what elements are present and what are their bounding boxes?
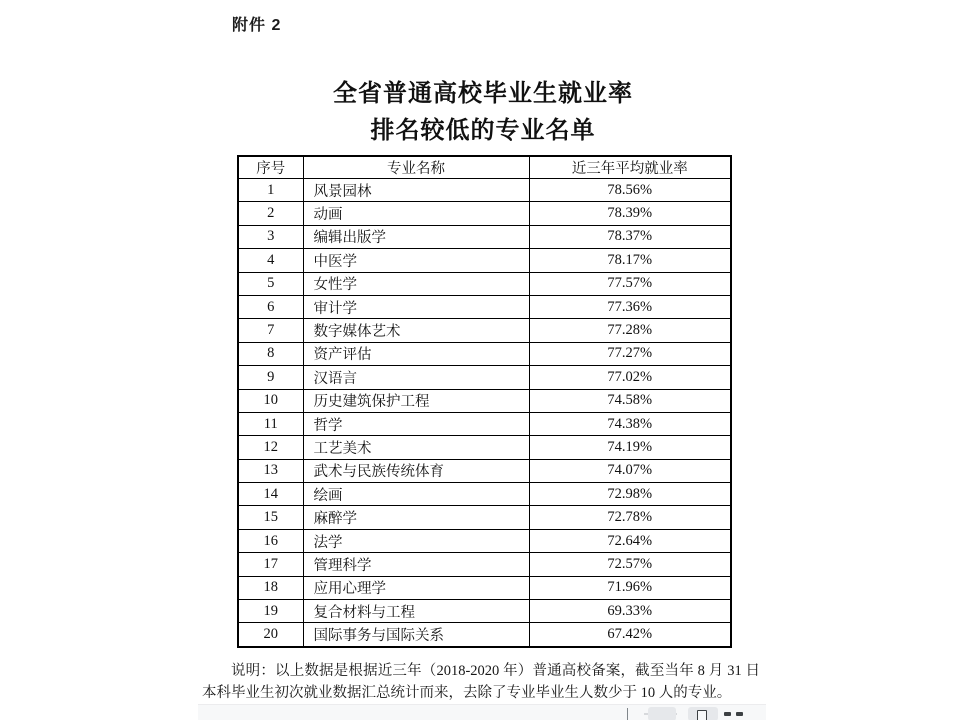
employment-rate-cell: 78.56% bbox=[529, 179, 731, 202]
table-row bbox=[238, 179, 731, 202]
table-row bbox=[238, 576, 731, 599]
table-row bbox=[238, 459, 731, 482]
header-employment-rate: 近三年平均就业率 bbox=[529, 156, 731, 179]
major-name-cell: 工艺美术 bbox=[303, 436, 529, 459]
major-name-cell: 哲学 bbox=[303, 412, 529, 435]
table-row bbox=[238, 319, 731, 342]
major-name-cell: 法学 bbox=[303, 529, 529, 552]
row-number-cell: 16 bbox=[238, 529, 303, 552]
row-number-cell: 6 bbox=[238, 295, 303, 318]
employment-rate-cell: 72.57% bbox=[529, 553, 731, 576]
table-row bbox=[238, 295, 731, 318]
employment-rate-cell: 72.78% bbox=[529, 506, 731, 529]
employment-rate-cell: 74.38% bbox=[529, 412, 731, 435]
viewer-toolbar-fragment bbox=[198, 704, 766, 720]
major-name-cell: 编辑出版学 bbox=[303, 225, 529, 248]
table-row bbox=[238, 436, 731, 459]
row-number-cell: 11 bbox=[238, 412, 303, 435]
employment-rate-cell: 71.96% bbox=[529, 576, 731, 599]
employment-rate-cell: 78.37% bbox=[529, 225, 731, 248]
toolbar-button[interactable] bbox=[648, 707, 676, 720]
row-number-cell: 17 bbox=[238, 553, 303, 576]
table-row bbox=[238, 202, 731, 225]
major-name-cell: 资产评估 bbox=[303, 342, 529, 365]
table-row bbox=[238, 389, 731, 412]
row-number-cell: 12 bbox=[238, 436, 303, 459]
row-number-cell: 18 bbox=[238, 576, 303, 599]
page-view-button[interactable] bbox=[688, 707, 718, 720]
toolbar-divider bbox=[627, 708, 628, 720]
major-name-cell: 中医学 bbox=[303, 249, 529, 272]
row-number-cell: 7 bbox=[238, 319, 303, 342]
table-body bbox=[238, 179, 731, 648]
employment-rate-cell: 77.28% bbox=[529, 319, 731, 342]
row-number-cell: 1 bbox=[238, 179, 303, 202]
employment-rate-cell: 74.07% bbox=[529, 459, 731, 482]
major-name-cell: 数字媒体艺术 bbox=[303, 319, 529, 342]
more-options-icon[interactable] bbox=[724, 712, 746, 716]
major-name-cell: 审计学 bbox=[303, 295, 529, 318]
major-name-cell: 风景园林 bbox=[303, 179, 529, 202]
major-name-cell: 管理科学 bbox=[303, 553, 529, 576]
employment-rate-cell: 77.36% bbox=[529, 295, 731, 318]
page-icon bbox=[697, 710, 707, 720]
employment-rate-cell: 77.27% bbox=[529, 342, 731, 365]
row-number-cell: 4 bbox=[238, 249, 303, 272]
dot bbox=[724, 712, 731, 716]
table-row bbox=[238, 623, 731, 647]
major-name-cell: 麻醉学 bbox=[303, 506, 529, 529]
table-row bbox=[238, 600, 731, 623]
table-row bbox=[238, 483, 731, 506]
row-number-cell: 3 bbox=[238, 225, 303, 248]
employment-rate-cell: 78.39% bbox=[529, 202, 731, 225]
table-row bbox=[238, 553, 731, 576]
row-number-cell: 8 bbox=[238, 342, 303, 365]
major-name-cell: 国际事务与国际关系 bbox=[303, 623, 529, 647]
table-row bbox=[238, 272, 731, 295]
employment-rate-cell: 69.33% bbox=[529, 600, 731, 623]
table-row bbox=[238, 342, 731, 365]
dot bbox=[736, 712, 743, 716]
employment-rate-cell: 74.19% bbox=[529, 436, 731, 459]
table-row bbox=[238, 366, 731, 389]
attachment-label: 附件 2 bbox=[232, 17, 282, 34]
major-name-cell: 武术与民族传统体育 bbox=[303, 459, 529, 482]
employment-rate-cell: 77.57% bbox=[529, 272, 731, 295]
employment-rate-cell: 67.42% bbox=[529, 623, 731, 647]
employment-rate-table bbox=[237, 155, 732, 648]
employment-rate-cell: 78.17% bbox=[529, 249, 731, 272]
table-row bbox=[238, 412, 731, 435]
major-name-cell: 女性学 bbox=[303, 272, 529, 295]
header-row-number: 序号 bbox=[238, 156, 303, 179]
row-number-cell: 10 bbox=[238, 389, 303, 412]
row-number-cell: 20 bbox=[238, 623, 303, 647]
major-name-cell: 历史建筑保护工程 bbox=[303, 389, 529, 412]
major-name-cell: 复合材料与工程 bbox=[303, 600, 529, 623]
major-name-cell: 绘画 bbox=[303, 483, 529, 506]
table-header-row bbox=[238, 156, 731, 179]
row-number-cell: 13 bbox=[238, 459, 303, 482]
employment-rate-cell: 74.58% bbox=[529, 389, 731, 412]
major-name-cell: 应用心理学 bbox=[303, 576, 529, 599]
table-row bbox=[238, 249, 731, 272]
major-name-cell: 动画 bbox=[303, 202, 529, 225]
document-title-line2: 排名较低的专业名单 bbox=[370, 118, 596, 144]
row-number-cell: 19 bbox=[238, 600, 303, 623]
explanatory-note: 说明：以上数据是根据近三年（2018-2020 年）普通高校备案，截至当年 8 月 31 日本科毕业生初次就业数据汇总统计而来，去除了专业毕业生人数少于 10 人的专业。 bbox=[202, 663, 760, 701]
employment-rate-cell: 77.02% bbox=[529, 366, 731, 389]
employment-rate-cell: 72.64% bbox=[529, 529, 731, 552]
header-major-name: 专业名称 bbox=[303, 156, 529, 179]
table-row bbox=[238, 225, 731, 248]
employment-rate-cell: 72.98% bbox=[529, 483, 731, 506]
row-number-cell: 9 bbox=[238, 366, 303, 389]
document-title-line1: 全省普通高校毕业生就业率 bbox=[333, 81, 633, 107]
row-number-cell: 15 bbox=[238, 506, 303, 529]
document-title bbox=[153, 76, 813, 150]
major-name-cell: 汉语言 bbox=[303, 366, 529, 389]
row-number-cell: 14 bbox=[238, 483, 303, 506]
row-number-cell: 2 bbox=[238, 202, 303, 225]
row-number-cell: 5 bbox=[238, 272, 303, 295]
table-row bbox=[238, 506, 731, 529]
table-row bbox=[238, 529, 731, 552]
